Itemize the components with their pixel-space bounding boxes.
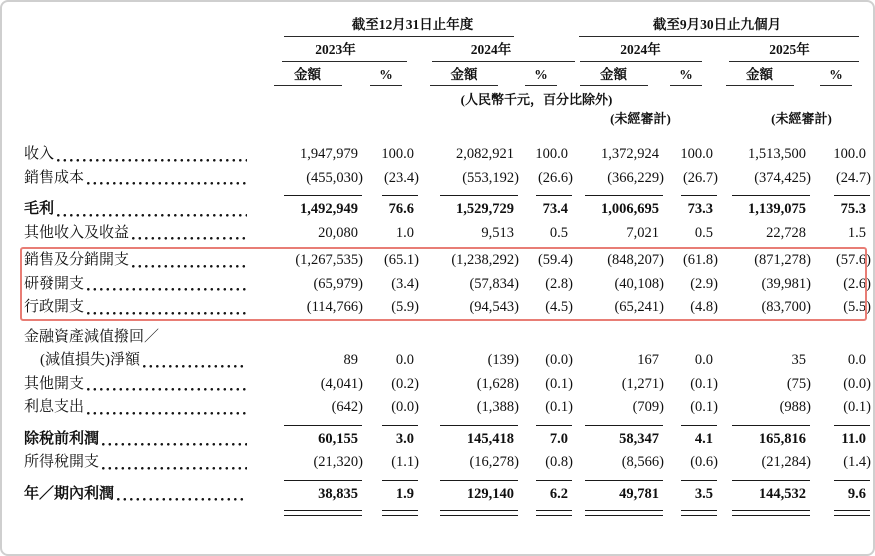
- row-label: (減值損失)淨額: [40, 352, 140, 368]
- double-rule: [585, 510, 663, 516]
- amount-cell: (1,628): [476, 375, 519, 392]
- percent-cell: 3.0: [395, 430, 414, 447]
- amount-cell: 165,816: [758, 430, 806, 447]
- rule: [440, 425, 518, 426]
- percent-rule-cell: [659, 480, 713, 481]
- amount-cell: (871,278): [754, 252, 811, 268]
- row-label-cell: [24, 326, 257, 350]
- header-rule: [284, 36, 514, 37]
- amount-cell: (16,278): [469, 454, 519, 470]
- rule: [382, 195, 418, 196]
- table-row: [24, 198, 866, 222]
- percent-cell: 0.0: [395, 352, 414, 368]
- amount-rule-cell: [568, 425, 659, 426]
- rule-row: [24, 195, 866, 196]
- unaudited-label: (未經審計): [610, 111, 671, 126]
- percent-cell: (65.1): [383, 252, 419, 268]
- percent-cell: (5.5): [843, 299, 871, 315]
- currency-note: (人民幣千元，百分比除外): [460, 92, 613, 107]
- row-label-cell: [24, 483, 257, 507]
- amount-rule-cell: [713, 480, 806, 481]
- row-label-cell: [24, 143, 257, 167]
- period-group-annual-title: 截至12月31日止年度: [351, 17, 474, 32]
- table-row: [24, 428, 866, 452]
- year-2025-9m: 2025年: [713, 42, 866, 62]
- amount-cell: 129,140: [466, 485, 514, 502]
- row-label-cell: [24, 373, 257, 397]
- col-header-amount: 金額: [414, 67, 514, 86]
- percent-rule-cell: [514, 480, 568, 481]
- percent-cell: 3.5: [694, 485, 713, 502]
- double-rule: [382, 510, 418, 516]
- percent-cell: 100.0: [381, 146, 414, 162]
- percent-cell: (4.8): [690, 299, 718, 315]
- amount-cell: (642): [331, 399, 363, 415]
- amount-cell: 1,372,924: [601, 146, 659, 162]
- amount-cell: 20,080: [318, 224, 358, 241]
- amount-cell: (21,320): [313, 454, 363, 470]
- header-rule: [430, 85, 498, 86]
- percent-cell: (2.9): [690, 275, 718, 292]
- spacer: [24, 425, 257, 426]
- spacer: [24, 195, 257, 196]
- double-rule: [536, 510, 572, 516]
- double-rule-row: [24, 510, 866, 516]
- amount-rule-cell: [257, 480, 358, 481]
- rule: [284, 195, 362, 196]
- percent-cell: (0.0): [391, 399, 419, 415]
- row-label: 毛利: [24, 201, 55, 217]
- percent-cell: 0.5: [549, 224, 568, 241]
- rule-row: [24, 425, 866, 426]
- unaudited-row: [24, 112, 866, 126]
- header-rule: [820, 85, 852, 86]
- percent-cell: (0.1): [690, 399, 718, 415]
- percent-rule-cell: [806, 480, 866, 481]
- dot-leader: [102, 467, 247, 470]
- percent-cell: 75.3: [840, 201, 866, 217]
- rule: [440, 480, 518, 481]
- row-label-cell: [24, 396, 257, 420]
- rule: [732, 480, 810, 481]
- double-rule: [440, 510, 518, 516]
- amount-cell: (94,543): [469, 299, 519, 315]
- percent-cell: (0.2): [391, 375, 419, 392]
- percent-rule-cell: [659, 425, 713, 426]
- amount-cell: (848,207): [607, 252, 664, 268]
- dot-leader: [87, 412, 247, 415]
- income-statement-table: [24, 16, 871, 516]
- rule: [834, 425, 870, 426]
- amount-cell: (4,041): [320, 375, 363, 392]
- table-row: [24, 296, 871, 320]
- percent-cell: 100.0: [535, 146, 568, 162]
- header-rule: [579, 36, 859, 37]
- percent-cell: 4.1: [694, 430, 713, 447]
- header-columns: [24, 67, 866, 86]
- dot-leader: [132, 265, 247, 268]
- percent-cell: (24.7): [835, 169, 871, 186]
- header-rule: [274, 85, 342, 86]
- table-row: [24, 222, 866, 246]
- amount-cell: (40,108): [614, 275, 664, 292]
- amount-rule-cell: [713, 510, 806, 516]
- percent-cell: (4.5): [545, 299, 573, 315]
- header-rule: [525, 85, 557, 86]
- row-label-cell: [24, 296, 257, 320]
- amount-rule-cell: [414, 510, 514, 516]
- percent-rule-cell: [514, 195, 568, 196]
- amount-rule-cell: [257, 425, 358, 426]
- amount-cell: (366,229): [607, 169, 664, 186]
- dot-leader: [132, 237, 247, 240]
- header-rule: [580, 61, 702, 62]
- percent-cell: 0.0: [694, 352, 713, 368]
- amount-cell: 1,529,729: [456, 201, 514, 217]
- percent-cell: 100.0: [833, 146, 866, 162]
- dot-leader: [87, 312, 247, 315]
- amount-cell: [568, 326, 659, 350]
- percent-rule-cell: [806, 510, 866, 516]
- amount-cell: (65,241): [614, 299, 664, 315]
- rule: [382, 480, 418, 481]
- amount-cell: [414, 326, 514, 350]
- percent-cell: [358, 326, 414, 350]
- percent-rule-cell: [358, 195, 414, 196]
- amount-cell: 144,532: [758, 485, 806, 502]
- dot-leader: [87, 288, 247, 291]
- double-rule: [681, 510, 717, 516]
- amount-cell: (83,700): [761, 299, 811, 315]
- amount-cell: (8,566): [621, 454, 664, 470]
- row-label: 銷售成本: [24, 169, 85, 186]
- amount-cell: (455,030): [306, 169, 363, 186]
- spacer: [24, 510, 257, 516]
- rule: [440, 195, 518, 196]
- percent-rule-cell: [806, 195, 866, 196]
- dot-leader: [102, 443, 247, 446]
- percent-rule-cell: [514, 510, 568, 516]
- col-header-amount: 金額: [568, 67, 659, 86]
- amount-cell: 60,155: [318, 430, 358, 447]
- percent-cell: (0.1): [545, 375, 573, 392]
- percent-cell: (3.4): [391, 275, 419, 292]
- amount-cell: (39,981): [761, 275, 811, 292]
- percent-rule-cell: [358, 425, 414, 426]
- amount-cell: (1,267,535): [295, 252, 363, 268]
- amount-cell: 89: [343, 352, 358, 368]
- dot-leader: [143, 365, 247, 368]
- amount-cell: 2,082,921: [456, 146, 514, 162]
- percent-cell: 73.3: [687, 201, 713, 217]
- percent-cell: (5.9): [391, 299, 419, 315]
- dot-leader: [57, 214, 247, 217]
- amount-rule-cell: [414, 480, 514, 481]
- table-row: [24, 483, 866, 507]
- percent-cell: (0.0): [545, 352, 573, 368]
- header-rule: [282, 61, 407, 62]
- unaudited-label: (未經審計): [771, 111, 832, 126]
- percent-cell: [659, 326, 713, 350]
- amount-rule-cell: [414, 195, 514, 196]
- amount-rule-cell: [257, 195, 358, 196]
- amount-cell: (709): [632, 399, 664, 415]
- percent-cell: 9.6: [847, 485, 866, 502]
- percent-cell: (57.6): [835, 252, 871, 268]
- percent-cell: (0.6): [690, 454, 718, 470]
- amount-rule-cell: [568, 480, 659, 481]
- highlight-box: [24, 249, 871, 320]
- percent-cell: 0.5: [694, 224, 713, 241]
- col-header-percent: %: [659, 67, 713, 86]
- percent-cell: (2.6): [843, 275, 871, 292]
- period-group-nine-months: [568, 16, 866, 37]
- rule: [732, 425, 810, 426]
- year-2023: 2023年: [257, 42, 414, 62]
- amount-cell: [257, 326, 358, 350]
- amount-cell: (1,238,292): [451, 252, 519, 268]
- percent-cell: (26.6): [537, 169, 573, 186]
- rule: [585, 195, 663, 196]
- header-rule: [670, 85, 702, 86]
- row-label-cell: [24, 249, 257, 273]
- period-group-annual: [257, 16, 568, 37]
- percent-cell: [806, 326, 866, 350]
- table-row: [24, 349, 866, 373]
- amount-rule-cell: [568, 510, 659, 516]
- percent-cell: (0.8): [545, 454, 573, 470]
- spacer: [24, 480, 257, 481]
- rule: [536, 425, 572, 426]
- col-header-percent: %: [514, 67, 568, 86]
- header-years: [24, 42, 866, 62]
- table-row: [24, 373, 871, 397]
- row-label-cell: [24, 273, 257, 297]
- amount-cell: 1,513,500: [748, 146, 806, 162]
- rule: [585, 425, 663, 426]
- row-label: 除稅前利潤: [24, 430, 100, 447]
- col-header-amount: 金額: [713, 67, 806, 86]
- percent-cell: 7.0: [549, 430, 568, 447]
- percent-cell: (61.8): [682, 252, 718, 268]
- amount-cell: 9,513: [481, 224, 514, 241]
- percent-cell: (0.1): [545, 399, 573, 415]
- header-rule: [729, 61, 859, 62]
- row-label: 金融資產減值撥回／: [24, 328, 160, 345]
- row-label: 行政開支: [24, 299, 85, 315]
- percent-rule-cell: [806, 425, 866, 426]
- amount-cell: (75): [786, 375, 811, 392]
- amount-rule-cell: [257, 510, 358, 516]
- row-label: 收入: [24, 146, 55, 162]
- rule: [681, 480, 717, 481]
- row-label: 所得稅開支: [24, 454, 100, 470]
- double-rule: [284, 510, 362, 516]
- row-label: 銷售及分銷開支: [24, 252, 130, 268]
- double-rule: [732, 510, 810, 516]
- amount-cell: 1,947,979: [300, 146, 358, 162]
- dot-leader: [87, 182, 247, 185]
- percent-cell: (1.4): [843, 454, 871, 470]
- header-rule: [726, 85, 794, 86]
- rule-row: [24, 480, 866, 481]
- table-row: [24, 167, 871, 191]
- percent-rule-cell: [358, 480, 414, 481]
- row-label: 年／期內利潤: [24, 485, 115, 502]
- percent-cell: (1.1): [391, 454, 419, 470]
- percent-cell: (23.4): [383, 169, 419, 186]
- rule: [536, 195, 572, 196]
- header-rule: [580, 85, 648, 86]
- amount-rule-cell: [414, 425, 514, 426]
- amount-cell: (57,834): [469, 275, 519, 292]
- amount-cell: 167: [637, 352, 659, 368]
- row-label-cell: [24, 451, 257, 475]
- amount-cell: 7,021: [626, 224, 659, 241]
- header-rule: [432, 61, 575, 62]
- percent-cell: 6.2: [549, 485, 568, 502]
- table-row: [24, 249, 871, 273]
- amount-cell: 22,728: [766, 224, 806, 241]
- rule: [585, 480, 663, 481]
- rule: [834, 195, 870, 196]
- percent-cell: 76.6: [388, 201, 414, 217]
- row-label-cell: [24, 198, 257, 222]
- col-header-amount: 金額: [257, 67, 358, 86]
- percent-cell: (2.8): [545, 275, 573, 292]
- amount-cell: 1,139,075: [748, 201, 806, 217]
- percent-cell: 0.0: [847, 352, 866, 368]
- amount-cell: (988): [779, 399, 811, 415]
- table-row: [24, 273, 871, 297]
- percent-cell: 1.0: [395, 224, 414, 241]
- table-row: [24, 143, 866, 167]
- row-label-cell: [24, 222, 257, 246]
- header-rule: [370, 85, 402, 86]
- year-2024: 2024年: [414, 42, 568, 62]
- percent-cell: (26.7): [682, 169, 718, 186]
- currency-note-row: [24, 93, 866, 107]
- rule: [681, 425, 717, 426]
- table-row: [24, 396, 871, 420]
- percent-cell: (0.1): [690, 375, 718, 392]
- percent-rule-cell: [659, 195, 713, 196]
- percent-rule-cell: [514, 425, 568, 426]
- amount-cell: (114,766): [306, 299, 363, 315]
- amount-cell: 145,418: [466, 430, 514, 447]
- percent-cell: 1.9: [395, 485, 414, 502]
- amount-cell: 49,781: [619, 485, 659, 502]
- amount-cell: (1,271): [621, 375, 664, 392]
- table-row: [24, 326, 866, 350]
- dot-leader: [117, 498, 247, 501]
- percent-rule-cell: [659, 510, 713, 516]
- rule: [834, 480, 870, 481]
- percent-cell: 11.0: [841, 430, 866, 447]
- col-header-percent: %: [358, 67, 414, 86]
- rule: [284, 480, 362, 481]
- dot-leader: [87, 388, 247, 391]
- row-label: 其他收入及收益: [24, 224, 130, 241]
- amount-cell: (374,425): [754, 169, 811, 186]
- amount-cell: (1,388): [476, 399, 519, 415]
- amount-cell: 58,347: [619, 430, 659, 447]
- amount-cell: (553,192): [462, 169, 519, 186]
- rule: [681, 195, 717, 196]
- amount-rule-cell: [713, 425, 806, 426]
- row-label-cell: [24, 167, 257, 191]
- amount-cell: (21,284): [761, 454, 811, 470]
- amount-cell: 35: [791, 352, 806, 368]
- percent-cell: 73.4: [542, 201, 568, 217]
- row-label-cell: [24, 428, 257, 452]
- rule: [732, 195, 810, 196]
- rule: [284, 425, 362, 426]
- period-group-nine-months-title: 截至9月30日止九個月: [652, 17, 782, 32]
- header-period-groups: [24, 16, 866, 37]
- row-label: 其他開支: [24, 375, 85, 392]
- table-body: [24, 143, 871, 516]
- percent-cell: 100.0: [680, 146, 713, 162]
- percent-cell: (0.0): [843, 375, 871, 392]
- table-row: [24, 451, 871, 475]
- amount-cell: (139): [487, 352, 519, 368]
- amount-cell: [713, 326, 806, 350]
- amount-cell: 1,006,695: [601, 201, 659, 217]
- amount-cell: 38,835: [318, 485, 358, 502]
- row-label: 利息支出: [24, 399, 85, 415]
- percent-cell: (0.1): [843, 399, 871, 415]
- amount-rule-cell: [568, 195, 659, 196]
- col-header-percent: %: [806, 67, 866, 86]
- amount-rule-cell: [713, 195, 806, 196]
- rule: [382, 425, 418, 426]
- amount-cell: 1,492,949: [300, 201, 358, 217]
- percent-cell: 1.5: [847, 224, 866, 241]
- double-rule: [834, 510, 870, 516]
- rule: [536, 480, 572, 481]
- dot-leader: [57, 159, 247, 162]
- amount-cell: (65,979): [313, 275, 363, 292]
- year-2024-9m: 2024年: [568, 42, 713, 62]
- row-label: 研發開支: [24, 275, 85, 292]
- percent-rule-cell: [358, 510, 414, 516]
- row-label-cell: [24, 349, 257, 373]
- percent-cell: [514, 326, 568, 350]
- percent-cell: (59.4): [537, 252, 573, 268]
